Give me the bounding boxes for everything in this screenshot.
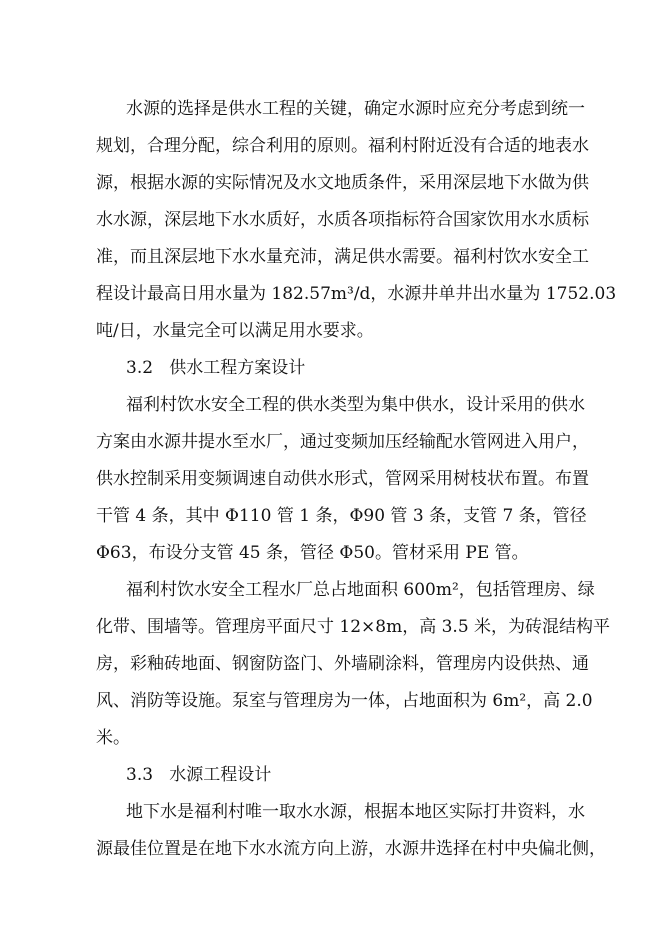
paragraph-2-line-3: 供水控制采用变频调速自动供水形式，管网采用树枝状布置。布置 <box>96 469 589 489</box>
paragraph-3-line-2: 化带、围墙等。管理房平面尺寸 12×8m，高 3.5 米，为砖混结构平 <box>96 617 611 637</box>
paragraph-1-line-1: 水源的选择是供水工程的关键，确定水源时应充分考虑到统一 <box>126 99 585 119</box>
paragraph-3-line-4: 风、消防等设施。泵室与管理房为一体，占地面积为 6m²，高 2.0 <box>96 691 593 711</box>
paragraph-3-line-3: 房，彩釉砖地面、钢窗防盗门、外墙刷涂料，管理房内设供热、通 <box>96 654 589 674</box>
paragraph-4-line-1: 地下水是福利村唯一取水水源，根据本地区实际打井资料，水 <box>126 802 585 822</box>
paragraph-1-line-7: 吨/日，水量完全可以满足用水要求。 <box>96 321 374 341</box>
section-heading-3-2: 3.2 供水工程方案设计 <box>126 358 306 378</box>
paragraph-2-line-1: 福利村饮水安全工程的供水类型为集中供水，设计采用的供水 <box>126 395 585 415</box>
paragraph-1-line-3: 源，根据水源的实际情况及水文地质条件，采用深层地下水做为供 <box>96 173 589 193</box>
paragraph-3-line-5: 米。 <box>96 728 130 748</box>
paragraph-1-line-6: 程设计最高日用水量为 182.57m³/d，水源井单井出水量为 1752.03 <box>96 284 617 304</box>
paragraph-2-line-4: 干管 4 条，其中 Φ110 管 1 条，Φ90 管 3 条，支管 7 条，管径 <box>96 506 587 526</box>
paragraph-1-line-5: 准，而且深层地下水水量充沛，满足供水需要。福利村饮水安全工 <box>96 247 589 267</box>
paragraph-2-line-2: 方案由水源井提水至水厂，通过变频加压经输配水管网进入用户， <box>96 432 589 452</box>
paragraph-2-line-5: Φ63，布设分支管 45 条，管径 Φ50。管材采用 PE 管。 <box>96 543 529 563</box>
paragraph-1-line-2: 规划，合理分配，综合利用的原则。福利村附近没有合适的地表水 <box>96 136 589 156</box>
paragraph-1-line-4: 水水源，深层地下水水质好，水质各项指标符合国家饮用水水质标 <box>96 210 589 230</box>
paragraph-4-line-2: 源最佳位置是在地下水水流方向上游，水源井选择在村中央偏北侧， <box>96 839 606 859</box>
paragraph-3-line-1: 福利村饮水安全工程水厂总占地面积 600m²，包括管理房、绿 <box>126 580 595 600</box>
section-heading-3-3: 3.3 水源工程设计 <box>126 765 272 785</box>
